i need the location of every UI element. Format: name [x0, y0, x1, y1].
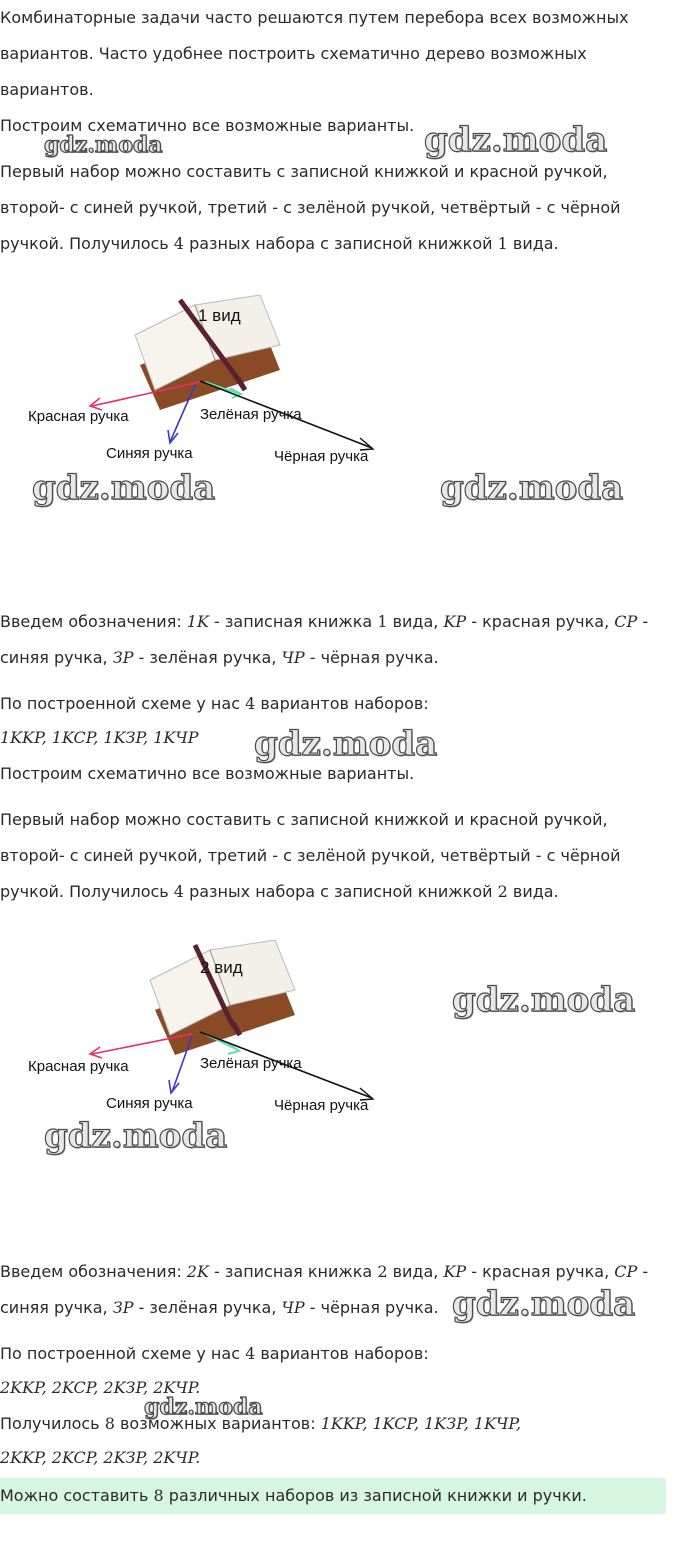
watermark: gdz.moda	[452, 1284, 636, 1324]
scheme1-black-label: Чёрная ручка	[274, 448, 369, 465]
watermark: gdz.moda	[424, 120, 608, 160]
intro-line-1: Комбинаторные задачи часто решаются путем перебора всех возможных	[0, 8, 629, 27]
scheme2-book-label: 2 вид	[200, 958, 243, 977]
scheme2-black-label: Чёрная ручка	[274, 1097, 369, 1114]
watermark: gdz.moda	[44, 132, 163, 158]
answer-text: Можно составить 8 различных наборов из записной книжки и ручки.	[0, 1486, 587, 1505]
part1-desc-line-1: Первый набор можно составить с записной книжкой и красной ручкой,	[0, 162, 608, 181]
watermark: gdz.moda	[44, 1116, 228, 1156]
part2-sets: 2KKP, 2KCP, 2KЗP, 2KЧP.	[0, 1378, 201, 1397]
intro-line-3: вариантов.	[0, 80, 94, 99]
part1-build-text: Построим схематично все возможные варианты.	[0, 116, 415, 135]
scheme1-book-label: 1 вид	[198, 306, 241, 325]
part2-kind: 2	[497, 882, 508, 901]
watermark: gdz.moda	[452, 980, 636, 1020]
part1-sets: 1KKP, 1KCP, 1KЗP, 1KЧP	[0, 728, 199, 747]
scheme2-blue-label: Синяя ручка	[106, 1095, 193, 1112]
scheme1-blue-label: Синяя ручка	[106, 445, 193, 462]
scheme1-red-label: Красная ручка	[28, 408, 129, 425]
part1-desc-line-2: второй- с синей ручкой, третий - с зелёной ручкой, четвёртый - с чёрной	[0, 198, 621, 217]
part2-notation-line-1: Введем обозначения: 2K - записная книжка 2 вида, KP - красная ручка, CP -	[0, 1262, 649, 1281]
part2-notation-line-2: синяя ручка, ЗP - зелёная ручка, ЧP - чёрная ручка.	[0, 1298, 439, 1317]
part2-count: 4	[173, 882, 184, 901]
watermark: gdz.moda	[254, 724, 438, 764]
scheme-1	[0, 270, 420, 480]
part2-build-text: Построим схематично все возможные варианты.	[0, 764, 415, 783]
scheme2-red-label: Красная ручка	[28, 1058, 129, 1075]
part2-desc-line-3: ручкой. Получилось 4 разных набора с записной книжкой 2 вида.	[0, 882, 559, 901]
watermark: gdz.moda	[440, 468, 624, 508]
scheme2-green-label: Зелёная ручка	[200, 1055, 302, 1072]
part1-variants-text: По построенной схеме у нас 4 вариантов наборов:	[0, 694, 429, 713]
part2-variants-text: По построенной схеме у нас 4 вариантов наборов:	[0, 1344, 429, 1363]
total-line-2: 2KKP, 2KCP, 2KЗP, 2KЧP.	[0, 1448, 201, 1467]
part1-notation-line-2: синяя ручка, ЗP - зелёная ручка, ЧP - чёрная ручка.	[0, 648, 439, 667]
part1-desc-line-3: ручкой. Получилось 4 разных набора с записной книжкой 1 вида.	[0, 234, 559, 253]
part2-desc-line-1: Первый набор можно составить с записной книжкой и красной ручкой,	[0, 810, 608, 829]
part1-notation-line-1: Введем обозначения: 1K - записная книжка 1 вида, KP - красная ручка, CP -	[0, 612, 649, 631]
watermark: gdz.moda	[144, 1394, 263, 1420]
part1-count: 4	[173, 234, 184, 253]
total-line-1: Получилось 8 возможных вариантов: 1KKP, 1KCP, 1KЗP, 1KЧP,	[0, 1414, 522, 1433]
watermark: gdz.moda	[32, 468, 216, 508]
scheme-2	[0, 920, 420, 1130]
part2-desc-line-2: второй- с синей ручкой, третий - с зелёной ручкой, четвёртый - с чёрной	[0, 846, 621, 865]
intro-line-2: вариантов. Часто удобнее построить схематично дерево возможных	[0, 44, 587, 63]
scheme1-green-label: Зелёная ручка	[200, 406, 302, 423]
part1-kind: 1	[497, 234, 508, 253]
